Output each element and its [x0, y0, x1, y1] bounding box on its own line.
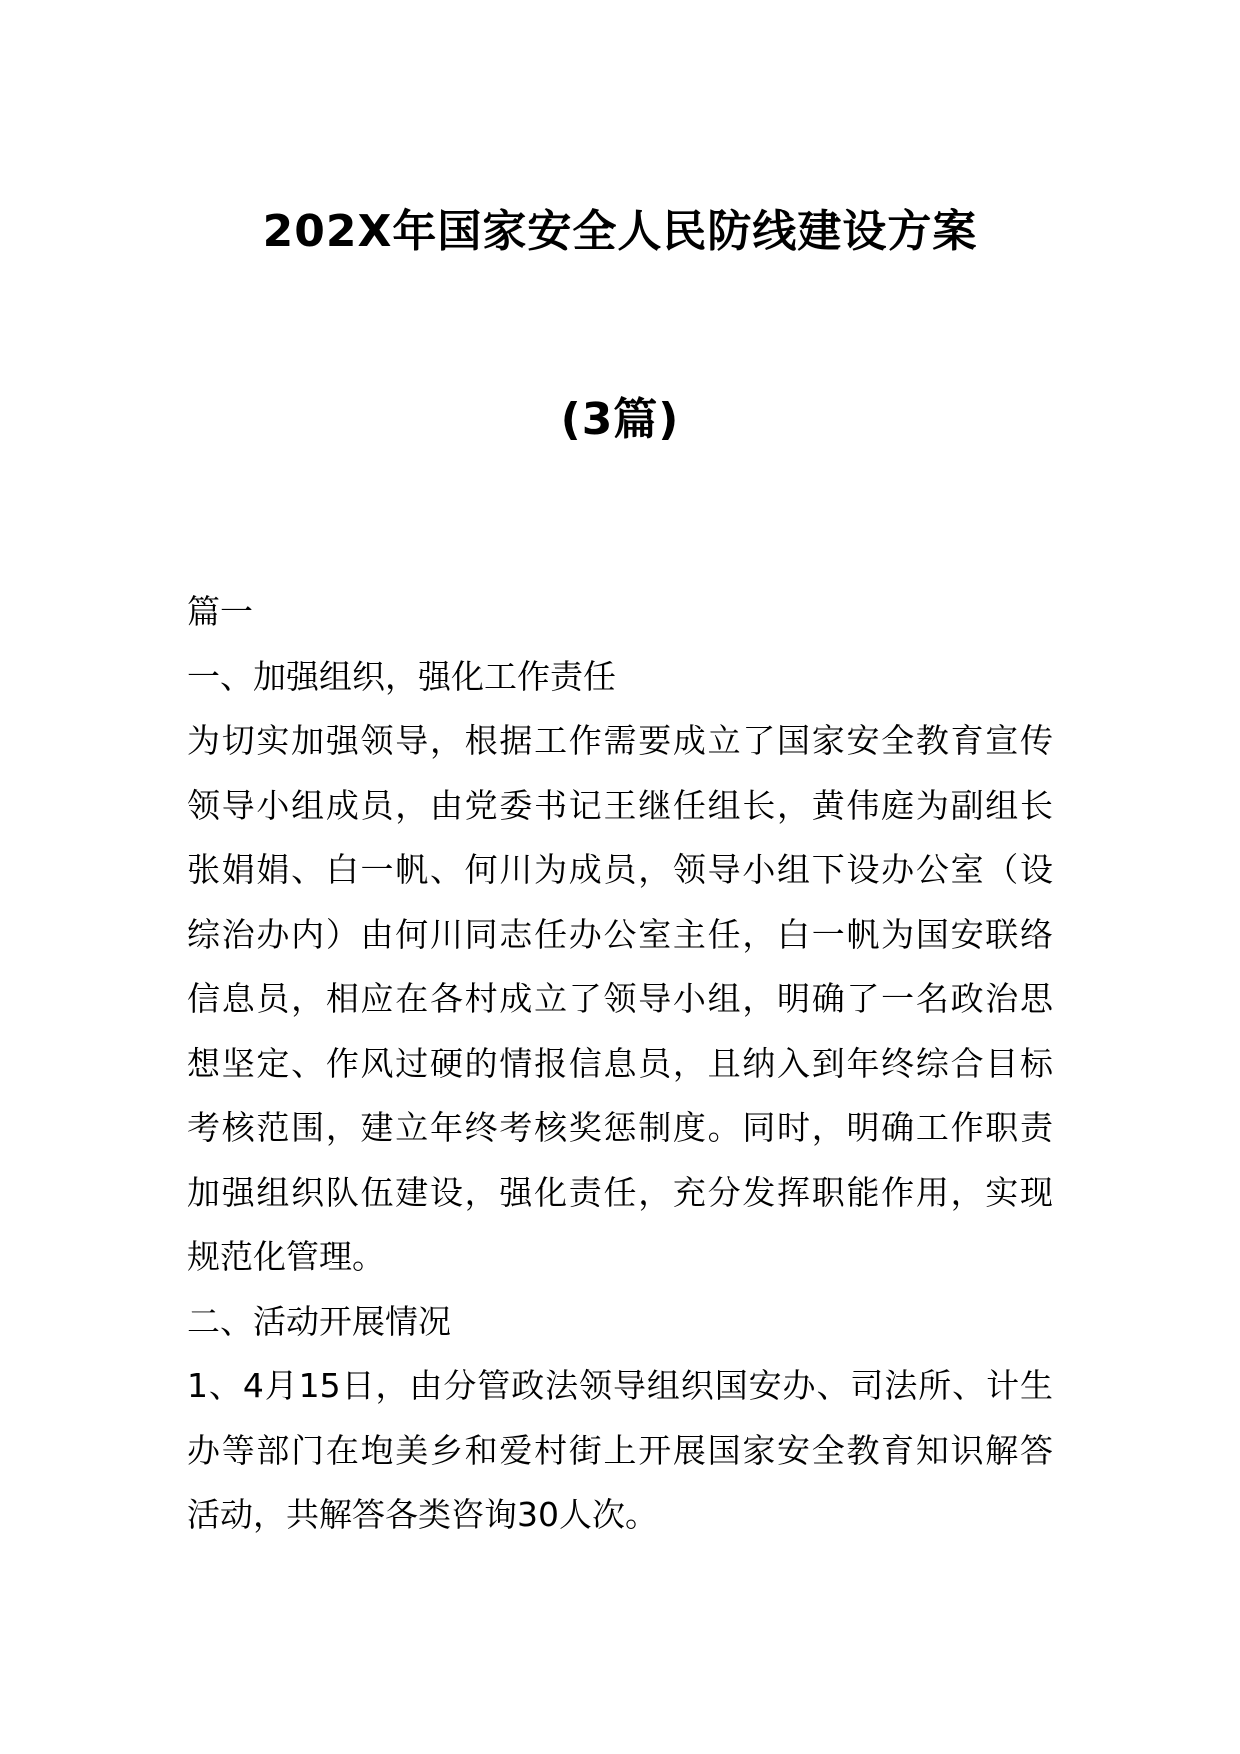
document-title: 202X年国家安全人民防线建设方案	[262, 206, 978, 257]
paragraph-organization	[187, 709, 1053, 1290]
paragraph-line: 加强组织队伍建设，强化责任，充分发挥职能作用，实现	[187, 1172, 1053, 1212]
heading-organization: 一、加强组织，强化工作责任	[187, 656, 616, 696]
paragraph-line: 为切实加强领导，根据工作需要成立了国家安全教育宣传	[187, 721, 1053, 760]
document-body	[187, 580, 1053, 1548]
paragraph-line: 综治办内）由何川同志任办公室主任，白一帆为国安联络	[187, 914, 1053, 954]
paragraph-line: 信息员，相应在各村成立了领导小组，明确了一名政治思	[187, 979, 1053, 1018]
section-label: 篇一	[187, 592, 253, 631]
paragraph-line: 张娟娟、白一帆、何川为成员，领导小组下设办公室（设	[187, 850, 1053, 889]
heading-activities: 二、活动开展情况	[187, 1301, 451, 1341]
paragraph-line: 考核范围，建立年终考核奖惩制度。同时，明确工作职责	[187, 1108, 1053, 1147]
paragraph-line: 1、4月15日，由分管政法领导组织国安办、司法所、计生	[187, 1366, 1053, 1405]
paragraph-line: 办等部门在垉美乡和爱村街上开展国家安全教育知识解答	[187, 1430, 1053, 1470]
paragraph-line: 想坚定、作风过硬的情报信息员，且纳入到年终综合目标	[187, 1043, 1053, 1083]
paragraph-line: 领导小组成员，由党委书记王继任组长，黄伟庭为副组长	[187, 785, 1053, 825]
paragraph-activities	[187, 1354, 1053, 1548]
paragraph-line: 规范化管理。	[187, 1237, 385, 1276]
paragraph-line: 活动，共解答各类咨询30人次。	[187, 1495, 658, 1534]
document-subtitle: (3篇)	[560, 394, 680, 445]
